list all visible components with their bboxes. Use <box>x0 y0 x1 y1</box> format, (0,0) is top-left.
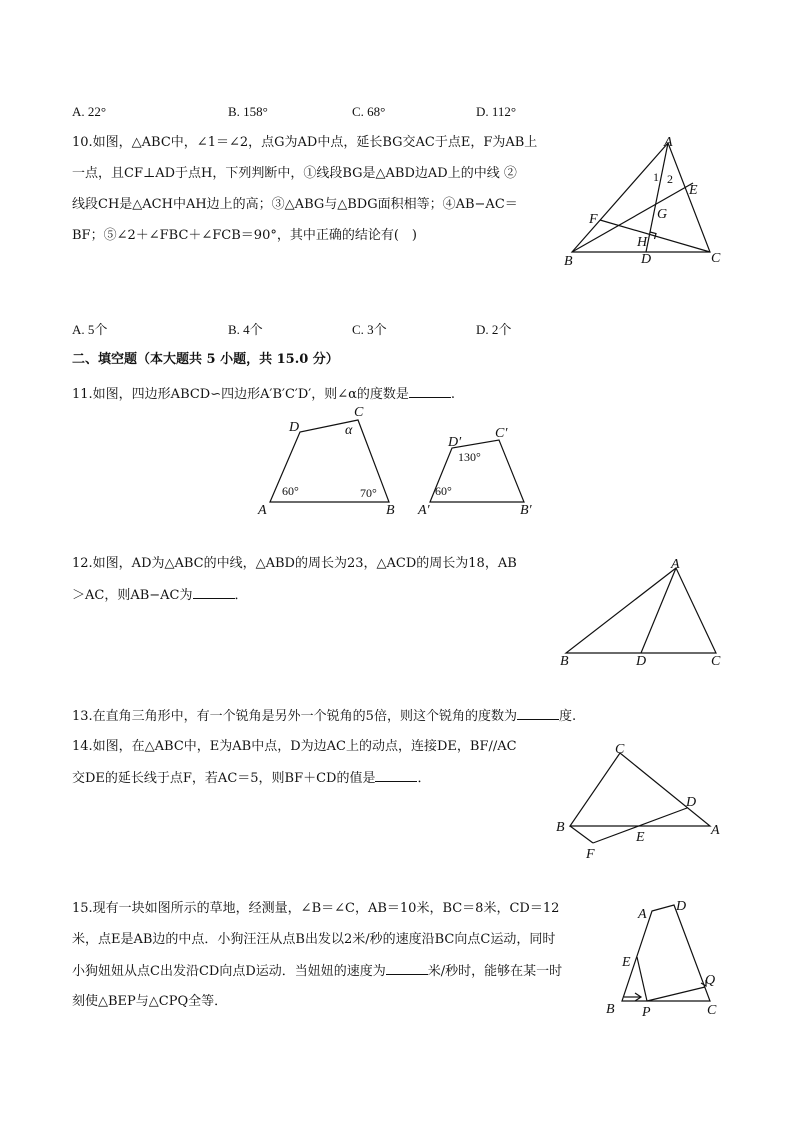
q10-label-c: C <box>711 251 721 266</box>
q15-grassland-figure <box>600 895 725 1020</box>
q15-segment-ep <box>637 957 647 1001</box>
q14-label-a: A <box>711 823 720 838</box>
q13-text-before: 13.在直角三角形中，有一个锐角是另外一个锐角的5倍，则这个锐角的度数为 <box>72 709 517 724</box>
q12-label-c: C <box>711 654 721 669</box>
q14-segment-bf <box>570 826 593 843</box>
q13-text-after: 度. <box>558 709 577 724</box>
q10-label-a: A <box>664 135 673 150</box>
q11-quadrilaterals-figure <box>252 404 542 522</box>
q11-label-c: C <box>354 405 364 420</box>
q9-option-c: C. 68° <box>352 104 386 119</box>
q11-label-d-prime: D′ <box>448 435 462 450</box>
q10-option-a: A. 5个 <box>72 322 108 337</box>
q12-line-1: 12.如图，AD为△ABC的中线，△ABD的周长为23，△ACD的周长为18，AB <box>72 556 517 571</box>
q15-label-p: P <box>642 1005 651 1020</box>
q10-option-b: B. 4个 <box>228 322 263 337</box>
q12-triangle-figure <box>555 555 730 670</box>
q12-text-after: ． <box>234 588 248 603</box>
q12-label-a: A <box>671 557 680 572</box>
q11-label-angle-d-prime: 130° <box>458 450 481 464</box>
q10-option-c: C. 3个 <box>352 322 387 337</box>
q9-option-d: D. 112° <box>476 104 517 119</box>
q10-triangle-figure <box>560 135 730 270</box>
q10-segment-ad <box>646 143 668 252</box>
q11-label-angle-a-prime: 60° <box>435 484 452 498</box>
q13-text <box>72 707 576 726</box>
q10-label-angle-1: 1 <box>653 170 659 184</box>
q12-answer-blank[interactable] <box>193 586 235 599</box>
q10-line-4: BF；⑤∠2＋∠FBC＋∠FCB＝90°，其中正确的结论有( ) <box>72 228 417 243</box>
q11-label-a-prime: A′ <box>418 503 430 518</box>
q10-label-g: G <box>657 207 668 222</box>
q15-line-1: 15.现有一块如图所示的草地，经测量，∠B＝∠C，AB＝10米，BC＝8米，CD＝12 <box>72 901 560 916</box>
q14-text-before: 交DE的延长线于点F，若AC＝5，则BF＋CD的值是 <box>72 771 376 786</box>
q13-answer-blank[interactable] <box>517 707 559 720</box>
q11-label-b: B <box>386 503 395 518</box>
q11-label-a: A <box>258 503 267 518</box>
q12-text-before: ＞AC，则AB−AC为 <box>72 588 193 603</box>
q15-text-after: 米/秒时，能够在某一时 <box>427 964 563 979</box>
q11-text-before: 11.如图，四边形ABCD∽四边形A′B′C′D′，则∠α的度数是 <box>72 387 409 402</box>
section-heading-fill-in: 二、填空题（本大题共 5 小题，共 15.0 分） <box>72 352 339 367</box>
q14-label-e: E <box>636 830 645 845</box>
q15-answer-blank[interactable] <box>386 962 428 975</box>
q15-line-2: 米，点E是AB边的中点．小狗汪汪从点B出发以2米/秒的速度沿BC向点C运动，同时 <box>72 932 556 947</box>
q15-label-c: C <box>707 1003 717 1018</box>
q15-quad-abcd <box>622 905 710 1001</box>
q15-label-d: D <box>676 899 687 914</box>
q12-triangle-abc <box>566 568 716 653</box>
q10-label-h: H <box>637 235 648 250</box>
q10-label-f: F <box>589 212 598 227</box>
q10-label-d: D <box>641 252 652 267</box>
q14-answer-blank[interactable] <box>375 769 417 782</box>
q15-text-before: 小狗妞妞从点C出发沿CD向点D运动．当妞妞的速度为 <box>72 964 386 979</box>
q14-label-b: B <box>556 820 565 835</box>
q12-label-b: B <box>560 654 569 669</box>
q15-label-b: B <box>606 1002 615 1017</box>
q15-line-4: 刻使△BEP与△CPQ全等． <box>72 994 228 1009</box>
q10-label-b: B <box>564 254 573 269</box>
q12-line-2 <box>72 586 248 605</box>
q9-option-a: A. 22° <box>72 104 107 119</box>
q14-label-d: D <box>686 795 697 810</box>
q10-line-1: 10.如图，△ABC中，∠1＝∠2，点G为AD中点，延长BG交AC于点E，F为AB上 <box>72 135 538 150</box>
q10-line-3: 线段CH是△ACH中AH边上的高；③△ABG与△BDG面积相等；④AB−AC＝ <box>72 197 518 212</box>
q11-label-alpha: α <box>345 423 353 438</box>
q11-label-angle-a: 60° <box>282 484 299 498</box>
q14-label-f: F <box>586 847 595 862</box>
q14-triangle-abc <box>570 753 710 826</box>
q15-label-q: Q <box>705 973 716 988</box>
q9-option-b: B. 158° <box>228 104 268 119</box>
q10-option-d: D. 2个 <box>476 322 512 337</box>
q15-line-3 <box>72 962 562 981</box>
q14-triangle-figure <box>550 737 730 865</box>
q11-text-after: . <box>450 387 456 402</box>
q12-label-d: D <box>636 654 647 669</box>
q10-line-2: 一点，且CF⊥AD于点H，下列判断中，①线段BG是△ABD边AD上的中线 ② <box>72 166 517 181</box>
q15-label-e: E <box>622 955 631 970</box>
q11-label-b-prime: B′ <box>520 503 532 518</box>
q15-segment-pq <box>647 987 705 1001</box>
q11-answer-blank[interactable] <box>409 385 451 398</box>
q14-text-after: ． <box>417 771 431 786</box>
q14-label-c: C <box>615 742 625 757</box>
q10-label-angle-2: 2 <box>667 172 673 186</box>
q11-label-c-prime: C′ <box>495 426 508 441</box>
q12-median-ad <box>641 568 676 653</box>
q11-label-d: D <box>289 420 300 435</box>
q15-label-a: A <box>638 907 647 922</box>
q11-text <box>72 385 455 404</box>
q14-line-2 <box>72 769 431 788</box>
q14-line-1: 14.如图，在△ABC中，E为AB中点，D为边AC上的动点，连接DE，BF//AC <box>72 739 517 754</box>
q10-label-e: E <box>689 183 698 198</box>
q11-label-angle-b: 70° <box>360 486 377 500</box>
